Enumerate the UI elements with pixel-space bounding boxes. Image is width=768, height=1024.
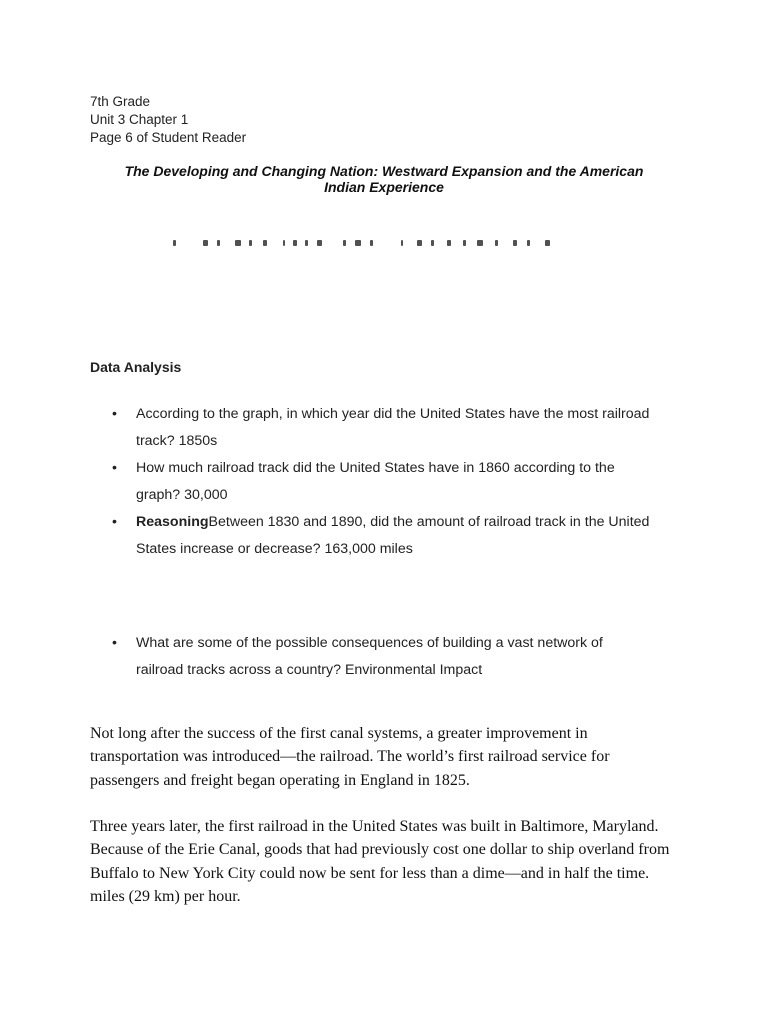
question-list-continued (90, 630, 650, 684)
page-reference-label: Page 6 of Student Reader (90, 130, 247, 145)
garbled-image-strip (165, 238, 595, 248)
bullet-icon: • (112, 635, 117, 651)
grade-label: 7th Grade (90, 94, 151, 109)
data-analysis-heading: Data Analysis (90, 359, 182, 375)
list-item (90, 630, 650, 684)
list-item (90, 509, 650, 563)
bullet-icon: • (112, 460, 117, 476)
document-header (90, 93, 246, 147)
bullet-icon: • (112, 406, 117, 422)
question-text: Between 1830 and 1890, did the amount of railroad track in the United States increase or decrease? 163,000 miles (136, 514, 650, 557)
reasoning-label: Reasoning (136, 514, 209, 530)
question-text: How much railroad track did the United States have in 1860 according to the graph? 30,000 (136, 460, 615, 503)
body-paragraph-first-us-railroad: Three years later, the first railroad in the United States was built in Baltimore, Maryland. Because of the Erie Canal, goods that had previously cost one dollar to ship overland from Buffalo to New York City could now be sent for less than a dime—and in half the time. miles (29 km) per hour. (90, 818, 670, 905)
question-text: What are some of the possible consequences of building a vast network of railroad tracks across a country? Environmental Impact (136, 635, 603, 678)
question-list (90, 401, 650, 563)
bullet-icon: • (112, 514, 117, 530)
list-item (90, 401, 650, 455)
list-item (90, 455, 650, 509)
question-text: According to the graph, in which year did the United States have the most railroad track? 1850s (136, 406, 650, 449)
body-paragraph-railroad-intro: Not long after the success of the first canal systems, a greater improvement in transportation was introduced—the railroad. The world’s first railroad service for passengers and freight began operating in England in 1825. (90, 725, 610, 789)
unit-chapter-label: Unit 3 Chapter 1 (90, 112, 189, 127)
document-title: The Developing and Changing Nation: Westward Expansion and the American Indian Experience (124, 163, 644, 195)
